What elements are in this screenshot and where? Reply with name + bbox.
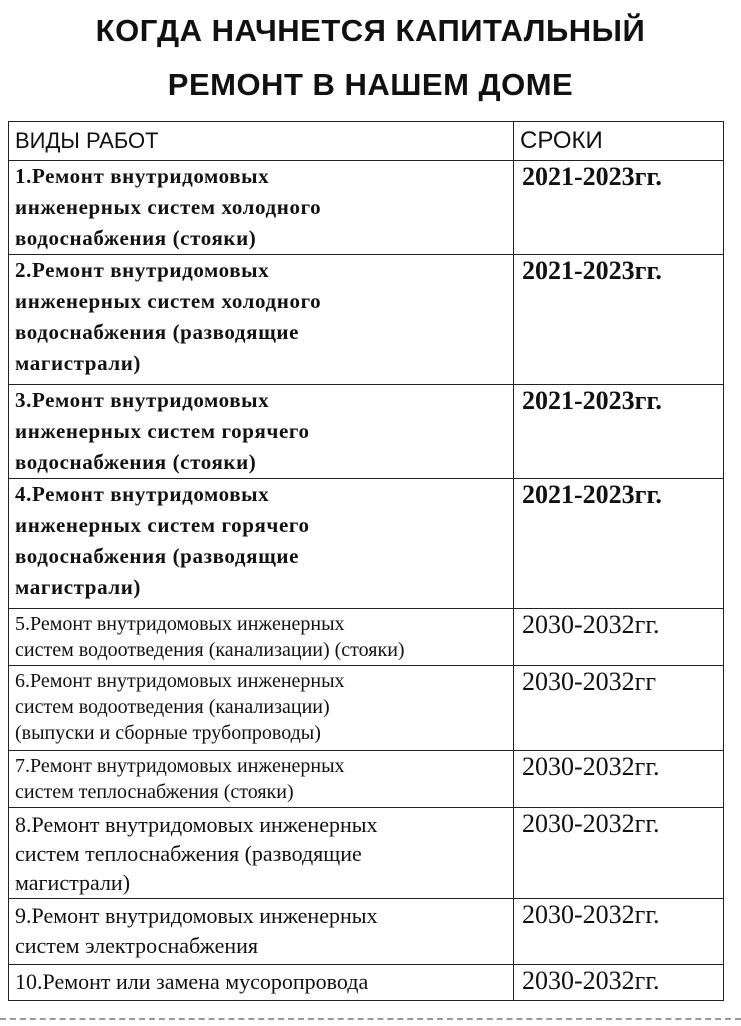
work-line: инженерных систем горячего <box>15 419 310 443</box>
work-line: 7.Ремонт внутридомовых инженерных <box>15 755 345 777</box>
work-cell <box>9 255 514 385</box>
repair-schedule-table <box>8 121 724 1001</box>
work-line: инженерных систем холодного <box>15 289 322 313</box>
work-cell <box>9 385 514 479</box>
term-cell: 2030-2032гг. <box>514 808 724 899</box>
table-header-row <box>9 122 724 161</box>
term-cell: 2021-2023гг. <box>514 385 724 479</box>
work-line: систем теплоснабжения (разводящие <box>15 841 362 866</box>
work-line: водоснабжения (стояки) <box>15 226 257 250</box>
work-line: 8.Ремонт внутридомовых инженерных <box>15 812 378 837</box>
title-line-2: РЕМОНТ В НАШЕМ ДОМЕ <box>167 67 574 102</box>
work-line: систем электроснабжения <box>15 933 259 958</box>
work-line: систем водоотведения (канализации) <box>15 696 330 718</box>
work-line: систем водоотведения (канализации) (стояки) <box>15 639 405 661</box>
work-line: 10.Ремонт или замена мусоропровода <box>15 969 369 994</box>
work-line: (выпуски и сборные трубопроводы) <box>15 722 321 744</box>
work-line: 5.Ремонт внутридомовых инженерных <box>15 613 345 635</box>
table-row <box>9 899 724 965</box>
work-cell <box>9 479 514 609</box>
work-line: 6.Ремонт внутридомовых инженерных <box>15 670 345 692</box>
term-cell: 2030-2032гг. <box>514 751 724 808</box>
work-cell <box>9 161 514 255</box>
work-cell <box>9 808 514 899</box>
work-line: водоснабжения (разводящие <box>15 320 300 344</box>
work-line: 1.Ремонт внутридомовых <box>15 164 270 188</box>
work-line: инженерных систем горячего <box>15 513 310 537</box>
work-line: 3.Ремонт внутридомовых <box>15 388 270 412</box>
table-row <box>9 161 724 255</box>
work-line: инженерных систем холодного <box>15 195 322 219</box>
term-cell: 2030-2032гг. <box>514 965 724 1001</box>
term-cell: 2030-2032гг. <box>514 899 724 965</box>
term-cell: 2030-2032гг. <box>514 609 724 666</box>
work-line: магистрали) <box>15 351 142 375</box>
table-row <box>9 965 724 1001</box>
work-line: магистрали) <box>15 575 142 599</box>
work-line: систем теплоснабжения (стояки) <box>15 781 294 803</box>
table-row <box>9 808 724 899</box>
header-work-types: ВИДЫ РАБОТ <box>9 122 514 161</box>
work-line: магистрали) <box>15 870 131 895</box>
work-cell <box>9 666 514 751</box>
work-line: 2.Ремонт внутридомовых <box>15 258 270 282</box>
header-terms: СРОКИ <box>514 122 724 161</box>
table-row <box>9 751 724 808</box>
work-cell <box>9 751 514 808</box>
page-title <box>0 4 741 112</box>
title-line-1: КОГДА НАЧНЕТСЯ КАПИТАЛЬНЫЙ <box>95 13 646 48</box>
table-row <box>9 479 724 609</box>
term-cell: 2030-2032гг <box>514 666 724 751</box>
work-cell <box>9 965 514 1001</box>
term-cell: 2021-2023гг. <box>514 479 724 609</box>
work-line: 4.Ремонт внутридомовых <box>15 482 270 506</box>
work-line: водоснабжения (стояки) <box>15 450 257 474</box>
term-cell: 2021-2023гг. <box>514 161 724 255</box>
work-line: 9.Ремонт внутридомовых инженерных <box>15 903 378 928</box>
table-row <box>9 385 724 479</box>
table-row <box>9 255 724 385</box>
page-bottom-edge <box>0 1018 741 1026</box>
table-row <box>9 609 724 666</box>
work-cell <box>9 899 514 965</box>
table-row <box>9 666 724 751</box>
work-cell <box>9 609 514 666</box>
work-line: водоснабжения (разводящие <box>15 544 300 568</box>
term-cell: 2021-2023гг. <box>514 255 724 385</box>
